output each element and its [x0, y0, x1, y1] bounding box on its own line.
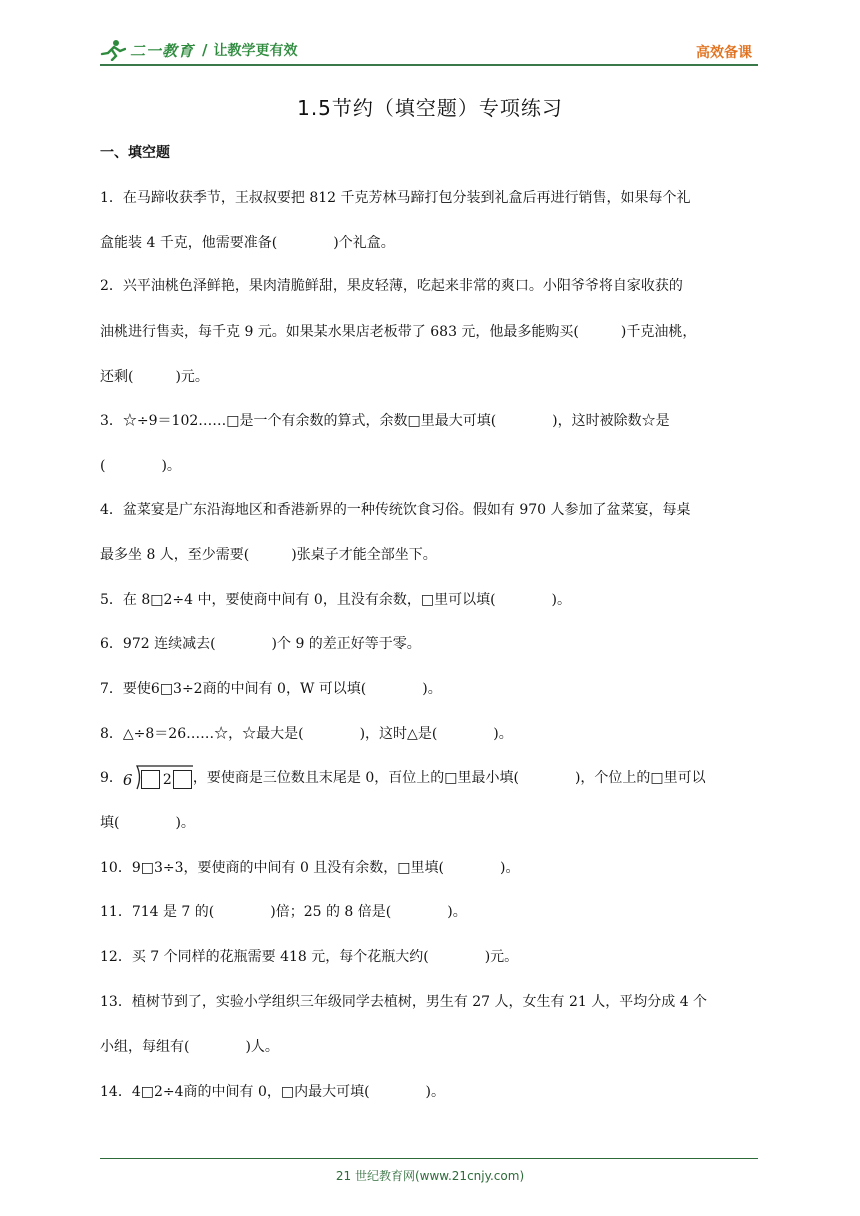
question-line: 小组，每组有( )人。: [100, 1039, 279, 1055]
divisor: 6: [122, 771, 133, 789]
page-header: [100, 36, 758, 64]
question-line: 还剩( )元。: [100, 369, 209, 385]
question-9-number: 9．: [100, 770, 123, 786]
question-line: 填( )。: [100, 815, 195, 831]
runner-logo-icon: [100, 39, 126, 61]
logo-text: 二一教育: [130, 41, 195, 60]
question-9-text: ，要使商是三位数且末尾是 0，百位上的□里最小填( )，个位上的□里可以: [192, 770, 706, 786]
question-line: ( )。: [100, 458, 181, 474]
page-footer: 21 世纪教育网(www.21cnjy.com): [335, 1169, 525, 1183]
logo: [100, 38, 298, 62]
question-line: 盒能装 4 千克，他需要准备( )个礼盒。: [100, 235, 395, 251]
middle-digit: 2: [162, 772, 172, 788]
question-line: 最多坐 8 人，至少需要( )张桌子才能全部坐下。: [100, 547, 437, 563]
question-line: 12．买 7 个同样的花瓶需要 418 元，每个花瓶大约( )元。: [100, 949, 519, 965]
section-title: 一、填空题: [100, 145, 170, 161]
question-line: 7．要使6□3÷2商的中间有 0，W 可以填( )。: [100, 681, 442, 697]
question-line: 14．4□2÷4商的中间有 0，□内最大可填( )。: [100, 1084, 446, 1100]
question-line: 11．714 是 7 的( )倍；25 的 8 倍是( )。: [100, 904, 467, 920]
long-division: [123, 765, 193, 791]
question-line: 1．在马蹄收获季节，王叔叔要把 812 千克芳林马蹄打包分装到礼盒后再进行销售，如果每个礼: [100, 190, 691, 206]
question-line: 6．972 连续减去( )个 9 的差正好等于零。: [100, 636, 421, 652]
question-9-line: [100, 765, 706, 791]
header-separator: /: [202, 41, 208, 59]
header-slogan: 让教学更有效: [213, 43, 298, 59]
question-line: 4．盆菜宴是广东沿海地区和香港新界的一种传统饮食习俗。假如有 970 人参加了盆菜宴，每桌: [100, 502, 691, 518]
header-right-label: 高效备课: [696, 45, 752, 61]
question-line: 5．在 8□2÷4 中，要使商中间有 0，且没有余数，□里可以填( )。: [100, 592, 571, 608]
question-line: 油桃进行售卖，每千克 9 元。如果某水果店老板带了 683 元，他最多能购买( )千克油桃，: [100, 324, 697, 340]
hundreds-box: [141, 770, 160, 789]
question-line: 2．兴平油桃色泽鲜艳，果肉清脆鲜甜，果皮轻薄，吃起来非常的爽口。小阳爷爷将自家收获的: [100, 278, 683, 294]
question-line: 3．☆÷9＝102……□是一个有余数的算式，余数□里最大可填( )，这时被除数☆是: [100, 413, 670, 429]
footer-divider: [100, 1158, 758, 1159]
question-line: 13．植树节到了，实验小学组织三年级同学去植树，男生有 27 人，女生有 21 人，平均分成 4 个: [100, 994, 708, 1010]
question-line: 8．△÷8＝26……☆，☆最大是( )，这时△是( )。: [100, 726, 513, 742]
units-box: [173, 770, 192, 789]
header-divider: [100, 64, 758, 66]
question-line: 10．9□3÷3，要使商的中间有 0 且没有余数，□里填( )。: [100, 860, 520, 876]
page-title: 1.5节约（填空题）专项练习: [297, 96, 563, 120]
